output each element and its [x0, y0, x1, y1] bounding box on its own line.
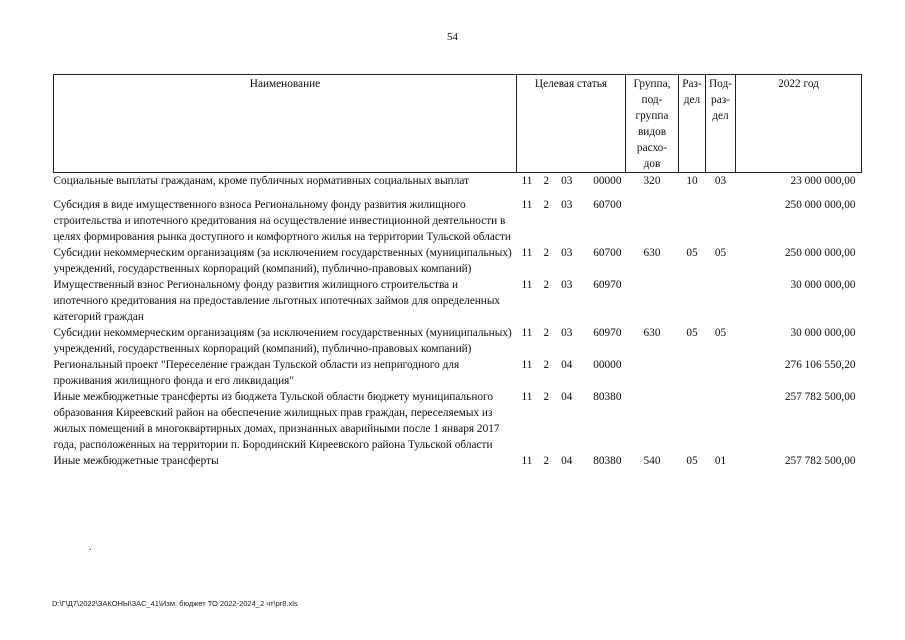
target-event: 03 — [561, 279, 573, 291]
target-program: 11 — [521, 359, 533, 371]
row-spacer — [54, 189, 862, 197]
row-amount: 23 000 000,00 — [790, 175, 856, 187]
target-event: 04 — [561, 391, 573, 403]
target-program: 11 — [521, 199, 533, 211]
row-razdel — [679, 357, 706, 389]
header-group-line: группа — [635, 110, 669, 122]
row-group: 320 — [643, 175, 661, 187]
target-program: 11 — [521, 175, 533, 187]
target-direction: 80380 — [593, 391, 622, 403]
header-podrazdel-line: дел — [712, 110, 729, 122]
target-subprogram: 2 — [543, 247, 549, 259]
target-direction: 60700 — [593, 199, 622, 211]
header-podrazdel — [706, 75, 736, 173]
target-event: 04 — [561, 359, 573, 371]
target-subprogram: 2 — [543, 175, 549, 187]
table-row — [54, 453, 862, 469]
table-row — [54, 389, 862, 453]
target-event: 03 — [561, 247, 573, 259]
row-amount: 257 782 500,00 — [784, 455, 856, 467]
budget-table — [53, 74, 862, 469]
header-podrazdel-line: раз- — [711, 94, 730, 106]
row-podrazdel — [706, 197, 736, 245]
row-name: Субсидия в виде имущественного взноса Региональному фонду развития жилищного строительства и ипотечного кредитования на осуществление инвестиционной деятельности в целях формирования рынка доступного и комфортного жилья на территории Тульской области — [53, 199, 511, 243]
target-program: 11 — [521, 391, 533, 403]
page-number: 54 — [447, 31, 458, 43]
row-razdel: 10 — [686, 175, 698, 187]
header-group-line: дов — [643, 158, 661, 170]
target-program: 11 — [521, 455, 533, 467]
row-name: Субсидии некоммерческим организациям (за исключением государственных (муниципальных) учреждений, государственных корпораций (компаний), публично-правовых компаний) — [53, 247, 512, 275]
target-event: 04 — [561, 455, 573, 467]
target-subprogram: 2 — [543, 327, 549, 339]
row-name: Социальные выплаты гражданам, кроме публичных нормативных социальных выплат — [53, 175, 470, 187]
header-group-line: под- — [641, 94, 663, 106]
row-podrazdel: 03 — [714, 175, 727, 187]
header-razdel-line: Раз- — [682, 78, 702, 90]
row-group — [626, 389, 679, 453]
row-razdel — [679, 277, 706, 325]
row-target — [517, 277, 626, 325]
row-amount: 276 106 550,20 — [784, 359, 856, 371]
row-amount: 250 000 000,00 — [784, 199, 856, 211]
row-amount: 30 000 000,00 — [790, 327, 856, 339]
row-target — [517, 245, 626, 277]
target-subprogram: 2 — [543, 359, 549, 371]
row-group: 630 — [643, 247, 661, 259]
row-target — [517, 197, 626, 245]
row-razdel: 05 — [686, 455, 698, 467]
row-name: Иные межбюджетные трансферты — [53, 455, 219, 467]
row-amount: 30 000 000,00 — [790, 279, 856, 291]
row-group — [626, 357, 679, 389]
row-group: 540 — [643, 455, 661, 467]
row-name: Региональный проект "Переселение граждан Тульской области из непригодного для проживания жилищного фонда и его ликвидация" — [53, 359, 460, 387]
target-subprogram: 2 — [543, 455, 549, 467]
row-podrazdel: 05 — [714, 327, 727, 339]
row-podrazdel — [706, 389, 736, 453]
target-event: 03 — [561, 327, 573, 339]
footer-file-path: D:\Г\Д7\2022\ЗАКОНЫ\ЗАС_41\Изм. бюджет ТО 2022-2024_2 чт\pr8.xls — [52, 599, 298, 608]
table-row — [54, 197, 862, 245]
row-name: Субсидии некоммерческим организациям (за исключением государственных (муниципальных) учреждений, государственных корпораций (компаний), публично-правовых компаний) — [53, 327, 512, 355]
target-direction: 00000 — [593, 359, 622, 371]
table-row — [54, 325, 862, 357]
row-target — [517, 389, 626, 453]
target-direction: 00000 — [593, 175, 622, 187]
row-razdel: 05 — [686, 247, 698, 259]
row-target — [517, 173, 626, 190]
header-podrazdel-line: Под- — [709, 78, 732, 90]
row-podrazdel — [706, 277, 736, 325]
row-amount: 250 000 000,00 — [784, 247, 856, 259]
header-group-line: Группа, — [633, 78, 671, 90]
row-razdel — [679, 389, 706, 453]
stray-mark: . — [89, 542, 92, 553]
table-row — [54, 277, 862, 325]
row-podrazdel: 01 — [714, 455, 727, 467]
table-header-row — [54, 75, 862, 173]
row-target — [517, 453, 626, 469]
table-row — [54, 173, 862, 190]
header-year: 2022 год — [736, 75, 862, 173]
header-name: Наименование — [54, 75, 517, 173]
header-group — [626, 75, 679, 173]
row-name: Имущественный взнос Региональному фонду развития жилищного строительства и ипотечного кредитования на предоставление льготных ипотечных займов для определенных категорий граждан — [53, 279, 501, 323]
row-group — [626, 197, 679, 245]
row-podrazdel — [706, 357, 736, 389]
target-event: 03 — [561, 175, 573, 187]
target-direction: 80380 — [593, 455, 622, 467]
row-podrazdel: 05 — [714, 247, 727, 259]
row-target — [517, 357, 626, 389]
target-direction: 60700 — [593, 247, 622, 259]
header-group-line: видов — [637, 126, 667, 138]
header-razdel-line: дел — [683, 94, 701, 106]
row-razdel — [679, 197, 706, 245]
target-subprogram: 2 — [543, 279, 549, 291]
header-razdel — [679, 75, 706, 173]
target-program: 11 — [521, 327, 533, 339]
header-target: Целевая статья — [517, 75, 626, 173]
target-subprogram: 2 — [543, 391, 549, 403]
header-group-line: расхо- — [636, 142, 668, 154]
row-name: Иные межбюджетные трансферты из бюджета Тульской области бюджету муниципального образования Киреевский район на обеспечение жилищных прав граждан, переселяемых из жилых помещений в многоквартирных домах, признанных аварийными после 1 января 2017 года, расположенных на территории п. Бородинский Киреевского района Тульской области — [53, 391, 500, 451]
target-direction: 60970 — [593, 327, 622, 339]
target-event: 03 — [561, 199, 573, 211]
table-row — [54, 245, 862, 277]
target-program: 11 — [521, 247, 533, 259]
row-group — [626, 277, 679, 325]
row-amount: 257 782 500,00 — [784, 391, 856, 403]
row-razdel: 05 — [686, 327, 698, 339]
row-target — [517, 325, 626, 357]
target-subprogram: 2 — [543, 199, 549, 211]
row-group: 630 — [643, 327, 661, 339]
budget-table-container — [53, 74, 861, 469]
target-program: 11 — [521, 279, 533, 291]
table-row — [54, 357, 862, 389]
target-direction: 60970 — [593, 279, 622, 291]
